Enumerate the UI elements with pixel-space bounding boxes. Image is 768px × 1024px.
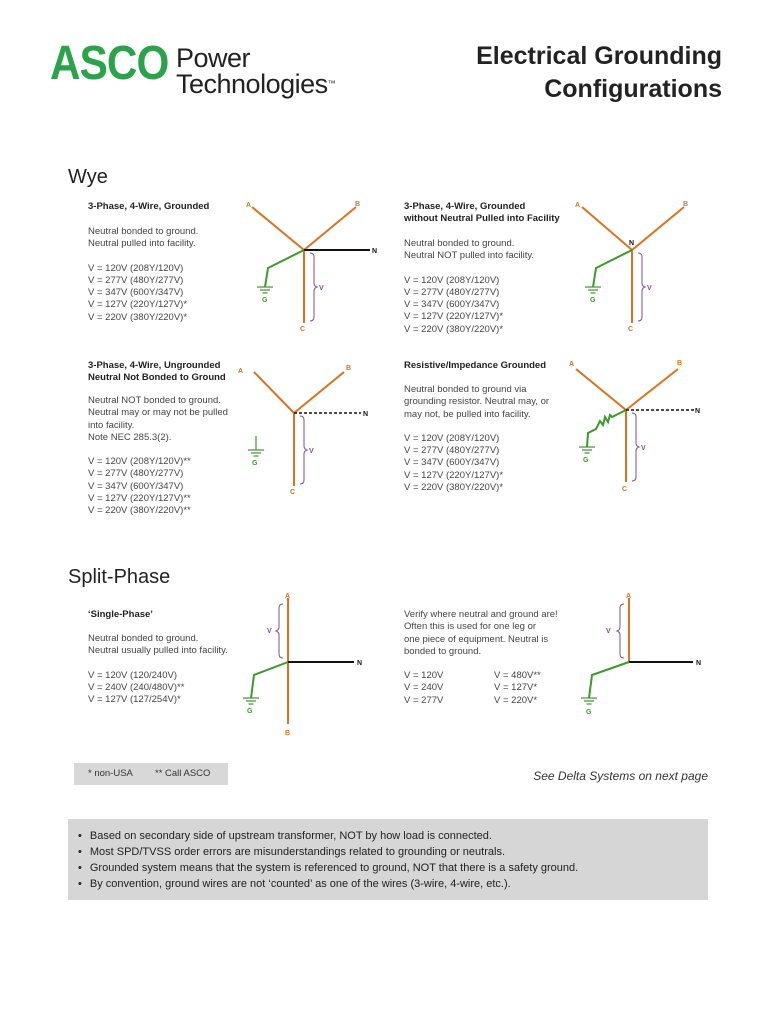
voltage-line: V = 277V (480Y/277V) xyxy=(404,445,500,457)
ground-wire xyxy=(251,662,288,698)
voltage-line: V = 220V (380Y/220V)** xyxy=(88,505,191,517)
voltage-line: V = 240V xyxy=(404,682,444,694)
heading-line: 3-Phase, 4-Wire, Ungrounded xyxy=(88,360,221,371)
section-wye: Wye xyxy=(68,166,108,188)
label-g: G xyxy=(590,297,596,304)
block-description xyxy=(404,238,574,263)
desc-line: into facility. xyxy=(88,419,135,431)
voltage-line: V = 277V (480Y/277V) xyxy=(88,274,184,286)
split-single-leg-diagram xyxy=(575,588,715,728)
voltage-bracket xyxy=(617,604,624,658)
block-heading xyxy=(88,360,248,384)
block-description xyxy=(88,633,248,658)
footnote-call-asco: ** Call ASCO xyxy=(155,768,211,779)
desc-line: Neutral bonded to ground. xyxy=(88,226,199,237)
ground-symbol xyxy=(243,698,259,704)
split-single-phase-diagram xyxy=(238,588,378,738)
voltage-list xyxy=(404,275,574,336)
label-b: B xyxy=(683,201,689,208)
phase-b-line xyxy=(294,372,344,413)
notes-box xyxy=(68,819,708,900)
label-v: V xyxy=(606,628,611,635)
phase-a-line xyxy=(252,207,304,250)
voltage-column-right xyxy=(494,670,541,707)
see-next-page-note: See Delta Systems on next page xyxy=(533,769,708,783)
voltage-line: V = 127V (220Y/127V)* xyxy=(404,469,504,481)
voltage-line: V = 347V (600Y/347V) xyxy=(88,480,184,492)
ground-wire xyxy=(589,662,629,698)
desc-line: Verify where neutral and ground are! xyxy=(404,609,558,620)
desc-line: Neutral bonded to ground. xyxy=(404,238,515,249)
title-line-2: Configurations xyxy=(544,75,722,103)
desc-line: Neutral pulled into facility. xyxy=(88,238,196,250)
label-v: V xyxy=(641,445,646,452)
block-description xyxy=(404,384,574,421)
footnote-non-usa: * non-USA xyxy=(88,768,133,779)
heading-line: ‘Single-Phase’ xyxy=(88,609,153,620)
block-description xyxy=(88,395,248,444)
ground-symbol xyxy=(581,698,597,704)
label-a: A xyxy=(246,202,252,209)
desc-line: may not, be pulled into facility. xyxy=(404,408,531,420)
desc-line: Note NEC 285.3(2). xyxy=(88,431,172,443)
voltage-line: V = 127V (220Y/127V)* xyxy=(404,311,504,323)
desc-line: grounding resistor. Neutral may, or xyxy=(404,396,550,408)
label-a: A xyxy=(238,368,244,375)
phase-b-line xyxy=(626,369,678,410)
desc-line: Neutral bonded to ground via xyxy=(404,384,527,395)
voltage-line: V = 120V xyxy=(404,670,444,682)
voltage-line: V = 240V (240/480V)** xyxy=(88,681,185,693)
voltage-line: V = 220V (380Y/220V)* xyxy=(88,311,188,323)
desc-line: Neutral may or may not be pulled xyxy=(88,407,228,419)
heading-line: 3-Phase, 4-Wire, Grounded xyxy=(88,201,210,212)
voltage-line: V = 120V (208Y/120V)** xyxy=(88,456,191,468)
desc-line: Neutral NOT bonded to ground. xyxy=(88,395,221,406)
heading-line: without Neutral Pulled into Facility xyxy=(404,213,560,224)
voltage-line: V = 120V (208Y/120V) xyxy=(88,262,184,274)
voltage-line: V = 127V (127/254V)* xyxy=(88,694,181,706)
heading-line: Neutral Not Bonded to Ground xyxy=(88,372,226,383)
heading-line: Resistive/Impedance Grounded xyxy=(404,360,547,371)
voltage-line: V = 347V (600Y/347V) xyxy=(404,299,500,311)
voltage-line: V = 347V (600Y/347V) xyxy=(404,457,500,469)
ground-symbol xyxy=(257,287,273,293)
phase-b-line xyxy=(304,207,356,250)
desc-line: Neutral NOT pulled into facility. xyxy=(404,250,535,262)
label-v: V xyxy=(647,285,652,292)
wye-ungrounded-text xyxy=(88,360,248,518)
voltage-line: V = 277V (480Y/277V) xyxy=(404,286,500,298)
voltage-line: V = 127V (220Y/127V)** xyxy=(88,493,191,505)
voltage-list xyxy=(88,670,248,707)
logo-technologies-text: Technologies xyxy=(176,69,328,99)
voltage-bracket xyxy=(638,253,645,321)
label-a: A xyxy=(626,593,632,600)
wye-grounded-text xyxy=(88,201,238,324)
voltage-bracket xyxy=(632,413,639,481)
voltage-line: V = 127V* xyxy=(494,682,538,694)
ground-wire xyxy=(593,250,632,287)
asco-logo: ASCO xyxy=(50,37,169,90)
label-g: G xyxy=(247,708,253,715)
grounding-resistor xyxy=(587,410,626,447)
document-title xyxy=(476,40,722,106)
label-n: N xyxy=(696,660,702,667)
split-verify-text xyxy=(404,609,584,710)
label-n: N xyxy=(695,408,701,415)
note-item: • Most SPD/TVSS order errors are misunderstandings related to grounding or neutrals. xyxy=(78,844,708,860)
voltage-list xyxy=(404,433,574,494)
label-g: G xyxy=(583,457,589,464)
label-b: B xyxy=(677,360,683,367)
ground-wire xyxy=(265,250,304,287)
ground-symbol xyxy=(248,436,264,456)
block-description xyxy=(88,226,238,251)
label-g: G xyxy=(252,460,258,467)
ground-symbol xyxy=(585,287,601,293)
logo-tagline xyxy=(176,45,335,97)
label-v: V xyxy=(319,285,324,292)
desc-line: Neutral bonded to ground. xyxy=(88,633,199,644)
label-g: G xyxy=(586,709,592,716)
wye-resistive-diagram xyxy=(566,355,706,495)
logo-line-power: Power xyxy=(176,43,251,73)
label-a: A xyxy=(285,593,291,600)
label-c: C xyxy=(300,326,306,333)
section-split-phase: Split-Phase xyxy=(68,566,171,588)
note-item: • By convention, ground wires are not ‘counted’ as one of the wires (3-wire, 4-wire, etc.). xyxy=(78,876,708,892)
voltage-line: V = 220V* xyxy=(494,694,538,706)
voltage-line: V = 277V xyxy=(404,694,444,706)
label-n: N xyxy=(357,660,363,667)
label-n: N xyxy=(629,240,635,247)
voltage-line: V = 220V (380Y/220V)* xyxy=(404,323,504,335)
wye-grounded-no-neutral-text xyxy=(404,201,574,336)
label-g: G xyxy=(262,297,268,304)
voltage-bracket xyxy=(300,416,307,484)
voltage-bracket xyxy=(276,604,283,658)
block-description xyxy=(404,609,584,658)
phase-b-line xyxy=(632,207,684,250)
note-item: • Grounded system means that the system is referenced to ground, NOT that there is a safety ground. xyxy=(78,860,708,876)
voltage-line: V = 127V (220Y/127V)* xyxy=(88,299,188,311)
voltage-line: V = 120V (208Y/120V) xyxy=(404,432,500,444)
title-line-1: Electrical Grounding xyxy=(476,42,722,70)
label-c: C xyxy=(628,326,634,333)
split-single-phase-text xyxy=(88,609,248,706)
wye-resistive-text xyxy=(404,360,574,494)
phase-a-line xyxy=(254,372,294,413)
voltage-line: V = 220V (380Y/220V)* xyxy=(404,482,504,494)
voltage-list xyxy=(88,263,238,324)
label-a: A xyxy=(569,361,575,368)
ground-symbol xyxy=(579,447,595,453)
voltage-column-left xyxy=(404,670,443,707)
note-item: • Based on secondary side of upstream transformer, NOT by how load is connected. xyxy=(78,828,708,844)
block-heading xyxy=(404,360,574,372)
block-heading xyxy=(404,201,574,225)
label-v: V xyxy=(309,448,314,455)
voltage-table xyxy=(404,670,584,710)
voltage-line: V = 347V (600Y/347V) xyxy=(88,287,184,299)
label-a: A xyxy=(575,202,581,209)
desc-line: Often this is used for one leg or xyxy=(404,621,537,633)
label-v: V xyxy=(267,628,272,635)
voltage-line: V = 120V (120/240V) xyxy=(88,669,177,681)
label-b: B xyxy=(355,201,361,208)
voltage-line: V = 277V (480Y/277V) xyxy=(88,468,184,480)
phase-a-line xyxy=(582,207,635,250)
footnote-box xyxy=(74,763,228,785)
label-b: B xyxy=(346,365,352,372)
label-c: C xyxy=(622,486,628,493)
label-n: N xyxy=(363,411,369,418)
voltage-bracket xyxy=(310,253,317,321)
block-heading xyxy=(88,609,248,621)
desc-line: one piece of equipment. Neutral is xyxy=(404,633,549,645)
voltage-list xyxy=(88,456,248,517)
label-b: B xyxy=(285,730,291,737)
heading-line: 3-Phase, 4-Wire, Grounded xyxy=(404,201,526,212)
wye-grounded-diagram xyxy=(240,195,390,335)
wye-grounded-no-neutral-diagram xyxy=(570,195,700,335)
phase-a-line xyxy=(576,369,626,410)
voltage-line: V = 480V** xyxy=(494,670,541,682)
desc-line: Neutral usually pulled into facility. xyxy=(88,645,228,657)
desc-line: bonded to ground. xyxy=(404,645,482,657)
notes-list xyxy=(68,819,708,892)
voltage-line: V = 120V (208Y/120V) xyxy=(404,274,500,286)
label-n: N xyxy=(372,248,378,255)
wye-ungrounded-diagram xyxy=(238,358,378,498)
block-heading xyxy=(88,201,238,213)
logo-line-technologies xyxy=(176,71,335,97)
label-c: C xyxy=(290,489,296,496)
trademark-mark: ™ xyxy=(327,79,336,88)
